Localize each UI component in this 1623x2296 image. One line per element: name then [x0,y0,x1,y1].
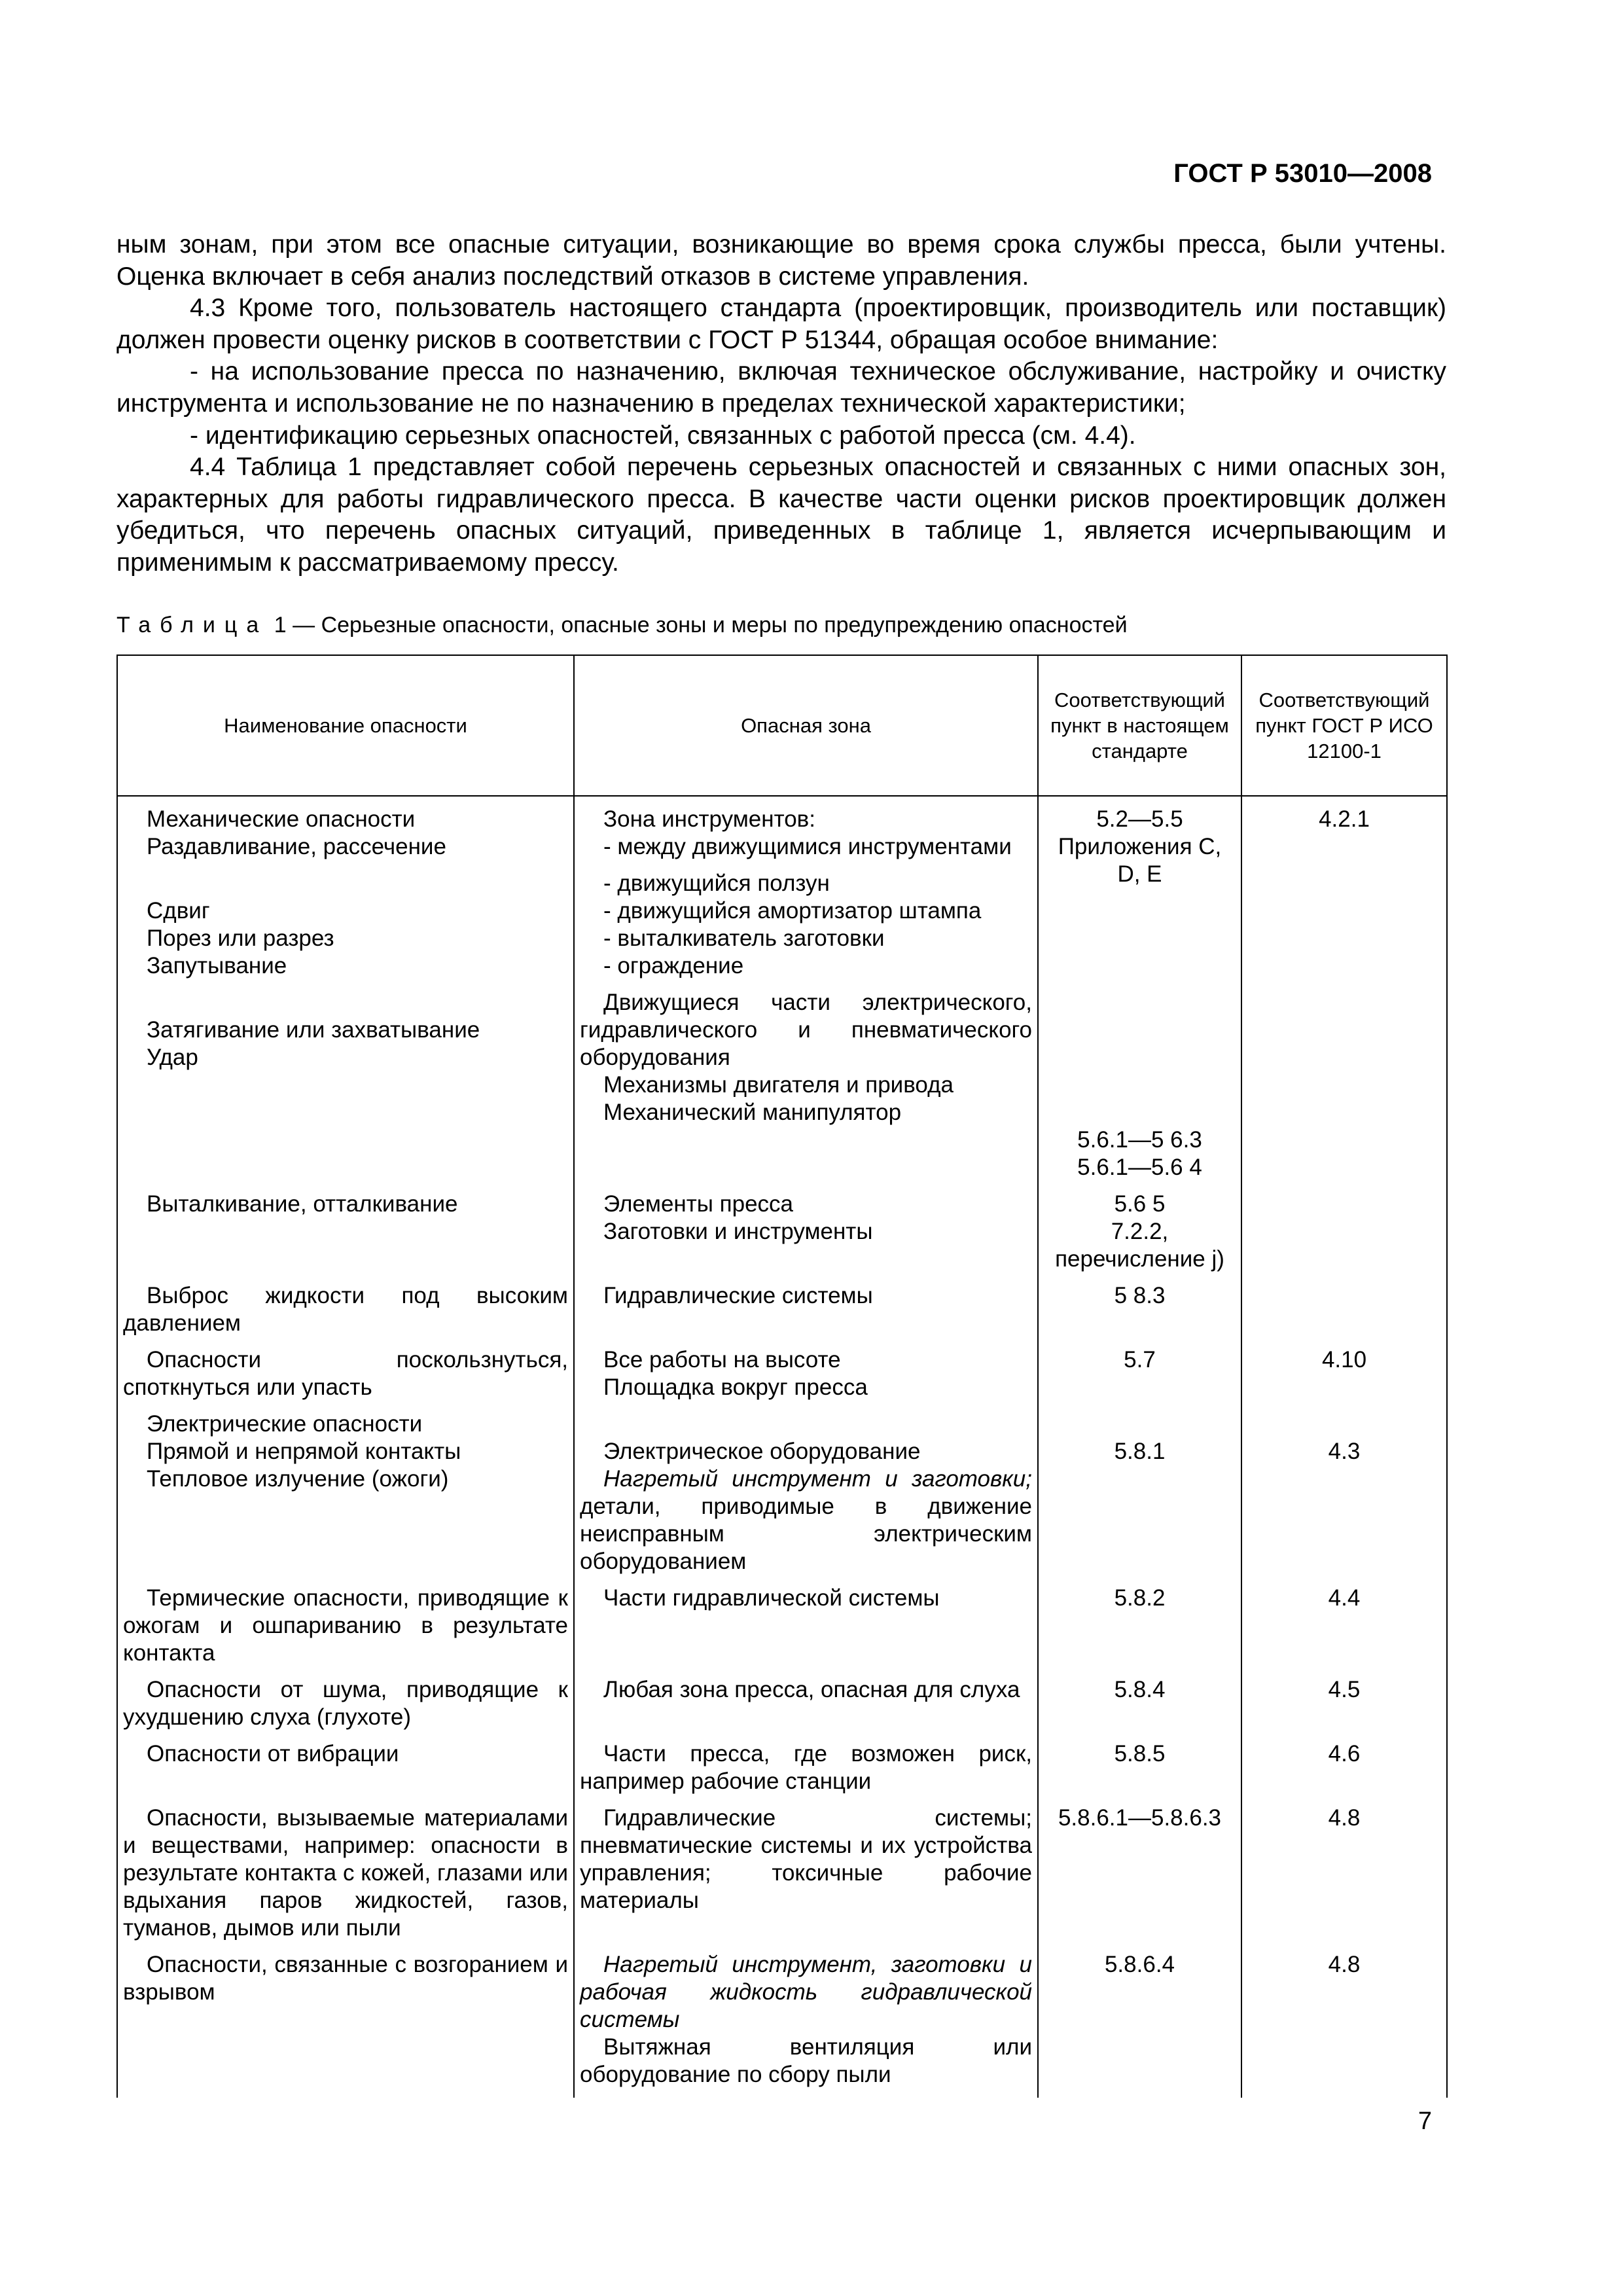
hazard-cell [117,1346,574,1410]
zone-text: Части пресса, где возможен риск, например рабочие станции [580,1741,1032,1794]
hazard-text: Опасности от вибрации [147,1741,399,1767]
hazard-cell [117,1282,574,1346]
clause-text: 5.8.5 [1114,1741,1166,1767]
iso-clause-cell [1241,1191,1447,1282]
hazard-text: Затягивание или захватывание [147,1017,480,1043]
clause-cell [1038,1191,1241,1282]
hazard-cell [117,1410,574,1585]
clause-cell [1038,1804,1241,1951]
zone-text: - движущийся амортизатор штампа [603,898,982,924]
hazard-text: Удар [147,1045,198,1070]
iso-clause-cell [1241,796,1447,1191]
iso-clause-text: 4.3 [1328,1439,1361,1464]
zone-text: - между движущимися инструментами [603,834,1012,859]
zone-text: Вытяжная вентиляция или оборудование по сбору пыли [580,2034,1032,2087]
iso-clause-cell [1241,1282,1447,1346]
iso-clause-text: 4.4 [1328,1585,1361,1611]
iso-clause-cell [1241,1346,1447,1410]
table-caption-label: Таблица [116,613,268,637]
zone-cell [574,1346,1038,1410]
hazard-text: Раздавливание, рассечение [147,834,446,859]
iso-clause-text: 4.8 [1328,1805,1361,1831]
zone-text: Элементы пресса [603,1191,793,1217]
zone-text: Все работы на высоте [603,1347,841,1372]
zone-text: детали, приводимые в движение неисправным электрическим оборудованием [580,1494,1032,1574]
hazard-text: Электрические опасности [147,1411,423,1437]
table-row [117,1804,1447,1951]
iso-clause-text: 4.6 [1328,1741,1361,1767]
zone-cell [574,1410,1038,1585]
hazard-text: Опасности, вызываемые материалами и веществами, например: опасности в результате контакта с кожей, глазами или вдыхания паров жидкостей, газов, туманов, дымов или пыли [123,1805,568,1941]
list-item-intended-use: - на использование пресса по назначению, включая техническое обслуживание, настройку и очистку инструмента и использование не по назначению в пределах технической характеристики; [116,357,1446,418]
zone-cell [574,1951,1038,2098]
table-row [117,1951,1447,2098]
hazards-table [116,655,1448,2098]
zone-text: - ограждение [603,953,744,978]
table-header-row [117,655,1447,796]
zone-text: Движущиеся части электрического, гидравлического и пневматического оборудования [580,990,1032,1070]
zone-cell [574,1282,1038,1346]
hazard-text: Порез или разрез [147,925,334,951]
zone-text: Гидравлические системы; пневматические системы и их устройства управления; токсичные рабочие материалы [580,1805,1032,1913]
header-clause-iso: Соответствующий пункт ГОСТ Р ИСО 12100-1 [1241,655,1447,796]
zone-text: Заготовки и инструменты [603,1219,873,1244]
zone-text: - движущийся ползун [603,870,830,896]
hazard-text: Выброс жидкости под высоким давлением [123,1283,568,1336]
table-row [117,1191,1447,1282]
iso-clause-cell [1241,1585,1447,1676]
zone-cell [574,1191,1038,1282]
hazard-text: Термические опасности, приводящие к ожогам и ошпариванию в результате контакта [123,1585,568,1666]
table-row [117,796,1447,1191]
zone-text: Любая зона пресса, опасная для слуха [603,1677,1020,1702]
clause-text: 5.8.2 [1114,1585,1166,1611]
clause-text: 5.2—5.5 [1096,806,1183,832]
hazard-text: Тепловое излучение (ожоги) [147,1466,449,1492]
clause-text: 7.2.2, перечисление j) [1055,1219,1224,1272]
hazard-text: Запутывание [147,953,287,978]
iso-clause-text: 4.10 [1321,1347,1367,1372]
table-row [117,1282,1447,1346]
paragraph-continuation: ным зонам, при этом все опасные ситуации, возникающие во время срока службы пресса, были учтены. Оценка включает в себя анализ последствий отказов в системе управления. [116,230,1446,291]
hazard-text: Механические опасности [147,806,416,832]
hazard-cell [117,1676,574,1740]
zone-text: Механический манипулятор [603,1100,902,1125]
hazard-text: Сдвиг [147,898,210,924]
zone-text: Электрическое оборудование [603,1439,921,1464]
hazard-text: Опасности поскользнуться, споткнуться или упасть [123,1347,568,1400]
zone-text: Площадка вокруг пресса [603,1374,868,1400]
page-number: 7 [1418,2108,1432,2135]
iso-clause-cell [1241,1410,1447,1585]
clause-text: 5.6.1—5.6 4 [1077,1155,1202,1180]
zone-text-italic: Нагретый инструмент, заготовки и рабочая жидкость гидравлической системы [580,1952,1032,2032]
zone-text: Зона инструментов: [603,806,815,832]
iso-clause-cell [1241,1951,1447,2098]
iso-clause-text: 4.2.1 [1319,806,1370,832]
hazard-text: Опасности, связанные с возгоранием и взрывом [123,1952,568,2005]
header-hazard: Наименование опасности [117,655,574,796]
table-row [117,1585,1447,1676]
zone-text-mixed [580,1465,1032,1575]
iso-clause-cell [1241,1804,1447,1951]
zone-text: - выталкиватель заготовки [603,925,885,951]
hazard-cell [117,1740,574,1804]
clause-cell [1038,1410,1241,1585]
clause-text: 5.6.1—5 6.3 [1077,1127,1202,1153]
zone-cell [574,796,1038,1191]
hazard-cell [117,1804,574,1951]
zone-text-italic: Нагретый инструмент и заготовки; [603,1466,1032,1492]
clause-text: 5.7 [1124,1347,1156,1372]
iso-clause-text: 4.5 [1328,1677,1361,1702]
paragraph-4-3: 4.3 Кроме того, пользователь настоящего стандарта (проектировщик, производитель или поставщик) должен провести оценку рисков в соответствии с ГОСТ Р 51344, обращая особое внимание: [116,294,1446,354]
clause-cell [1038,1740,1241,1804]
clause-cell [1038,1676,1241,1740]
hazard-text: Опасности от шума, приводящие к ухудшению слуха (глухоте) [123,1677,568,1730]
hazard-cell [117,1191,574,1282]
hazard-text: Прямой и непрямой контакты [147,1439,461,1464]
clause-text: 5.8.6.4 [1104,1952,1175,1977]
header-clause-this-standard: Соответствующий пункт в настоящем стандарте [1038,655,1241,796]
intro-text [116,229,1446,579]
table-row [117,1676,1447,1740]
iso-clause-text: 4.8 [1328,1952,1361,1977]
document-code: ГОСТ Р 53010—2008 [1173,159,1432,188]
hazard-cell [117,796,574,1191]
table-row [117,1410,1447,1585]
table-row [117,1346,1447,1410]
zone-text: Части гидравлической системы [603,1585,940,1611]
list-item-hazard-identification: - идентификацию серьезных опасностей, связанных с работой пресса (см. 4.4). [190,421,1136,450]
clause-cell [1038,1346,1241,1410]
hazard-text: Выталкивание, отталкивание [147,1191,458,1217]
clause-text: Приложения С, D, Е [1058,834,1222,887]
zone-text: Гидравлические системы [603,1283,873,1308]
clause-text: 5.8.4 [1114,1677,1166,1702]
zone-cell [574,1676,1038,1740]
zone-text: Механизмы двигателя и привода [603,1072,954,1098]
hazard-cell [117,1951,574,2098]
table-caption [116,613,1128,638]
table-row [117,1740,1447,1804]
paragraph-4-4: 4.4 Таблица 1 представляет собой перечень серьезных опасностей и связанных с ними опасных зон, характерных для работы гидравлического пресса. В качестве части оценки рисков проектировщик должен убедиться, что перечень опасных ситуаций, приведенных в таблице 1, является исчерпывающим и применимым к рассматриваемому прессу. [116,453,1446,577]
zone-cell [574,1740,1038,1804]
clause-text: 5.8.6.1—5.8.6.3 [1058,1805,1222,1831]
iso-clause-cell [1241,1676,1447,1740]
header-zone: Опасная зона [574,655,1038,796]
clause-cell [1038,1585,1241,1676]
clause-text: 5.8.1 [1114,1439,1166,1464]
clause-cell [1038,1951,1241,2098]
clause-cell [1038,1282,1241,1346]
clause-text: 5 8.3 [1114,1283,1166,1308]
zone-cell [574,1585,1038,1676]
iso-clause-cell [1241,1740,1447,1804]
zone-cell [574,1804,1038,1951]
clause-text: 5.6 5 [1114,1191,1166,1217]
hazard-cell [117,1585,574,1676]
table-caption-text: 1 — Серьезные опасности, опасные зоны и меры по предупреждению опасностей [274,613,1128,637]
clause-cell [1038,796,1241,1191]
